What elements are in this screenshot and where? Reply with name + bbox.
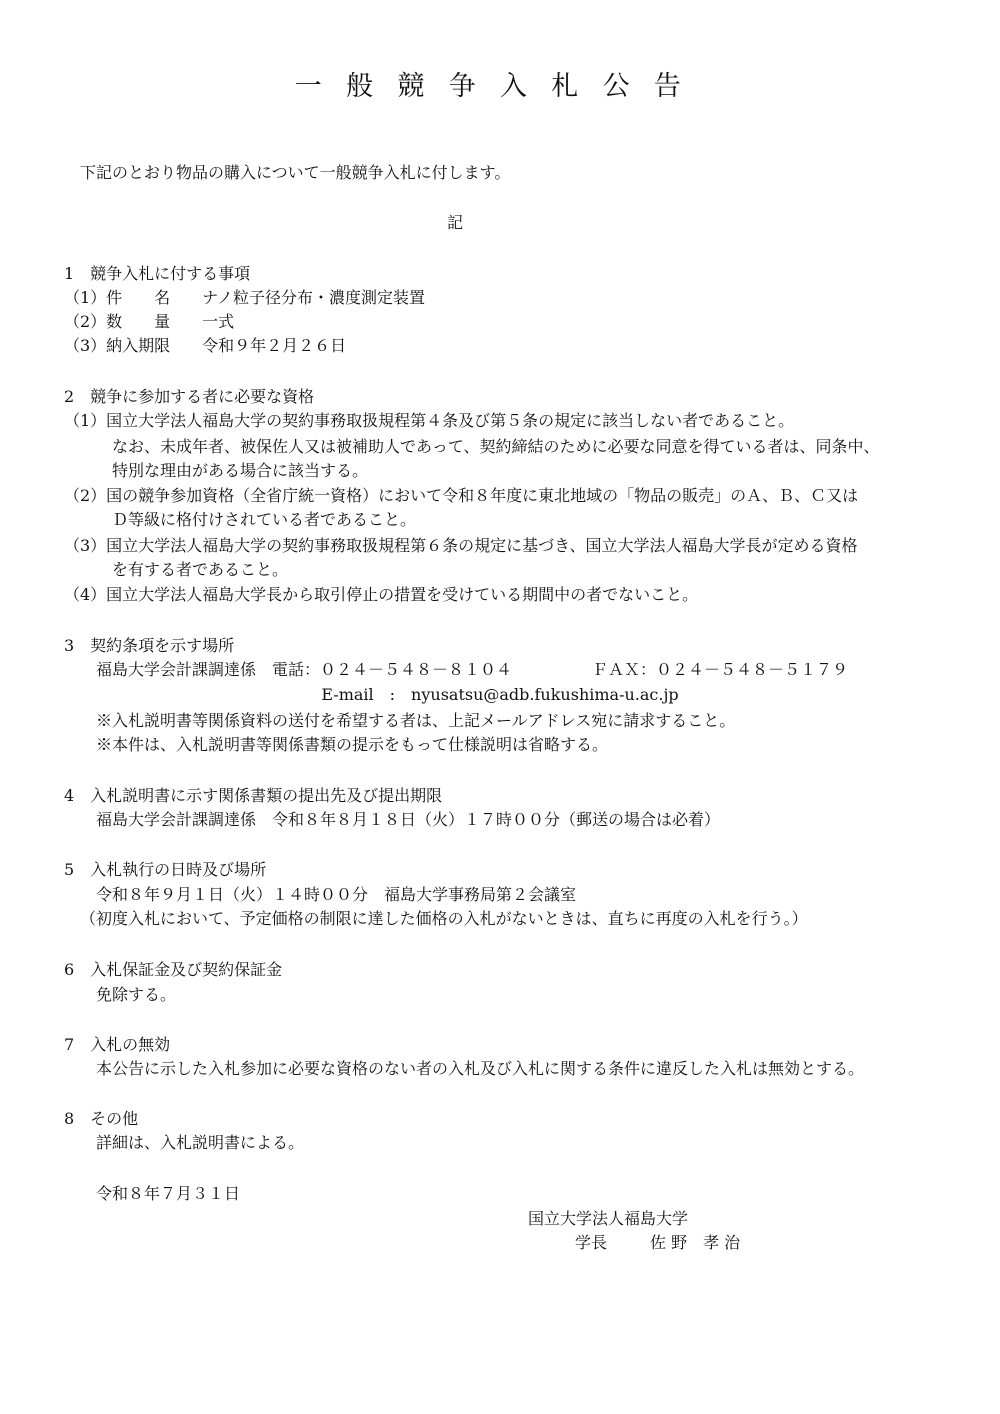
section-3-note-1: ※入札説明書等関係資料の送付を希望する者は、上記メールアドレス宛に請求すること。 [96,711,736,730]
section-4-line: 福島大学会計課調達係 令和８年８月１８日（火）１７時００分（郵送の場合は必着） [96,810,721,829]
section-6-heading: 6 入札保証金及び契約保証金 [64,960,283,979]
intro-text: 下記のとおり物品の購入について一般競争入札に付します。 [80,163,511,182]
section-8-line: 詳細は、入札説明書による。 [96,1133,305,1152]
section-1-item-3: （3）納入期限 令和９年２月２６日 [64,336,347,355]
section-2-item-3-line-2: を有する者であること。 [112,560,289,579]
ki-mark: 記 [446,213,463,232]
section-2-item-1-line-2: なお、未成年者、被保佐人又は被補助人であって、契約締結のために必要な同意を得ている者は、同条中、 [112,437,880,456]
section-7-heading: 7 入札の無効 [64,1035,171,1054]
section-7-line: 本公告に示した入札参加に必要な資格のない者の入札及び入札に関する条件に違反した入札は無効とする。 [96,1059,865,1078]
section-5-line-1: 令和８年９月１日（火）１４時００分 福島大学事務局第２会議室 [96,885,577,904]
section-2-item-1-line-1: （1）国立大学法人福島大学の契約事務取扱規程第４条及び第５条の規定に該当しない者であること。 [64,411,795,430]
section-3-heading: 3 契約条項を示す場所 [64,636,235,655]
section-5-heading: 5 入札執行の日時及び場所 [64,860,267,879]
section-2-item-2-line-2: Ｄ等級に格付けされている者であること。 [112,510,417,529]
section-2-heading: 2 競争に参加する者に必要な資格 [64,387,315,406]
issuer-president-name: 佐 野 孝 治 [650,1233,741,1252]
section-2-item-3-line-1: （3）国立大学法人福島大学の契約事務取扱規程第６条の規定に基づき、国立大学法人福島大学長が定める資格 [64,536,858,555]
contact-fax: ＦＡＸ：０２４－５４８－５１７９ [592,660,849,679]
issuer-organization: 国立大学法人福島大学 [528,1209,689,1228]
section-2-item-2-line-1: （2）国の競争参加資格（全省庁統一資格）において令和８年度に東北地域の「物品の販売」のＡ、Ｂ、Ｃ又は [64,486,859,505]
contact-email: E-mail : nyusatsu@adb.fukushima-u.ac.jp [321,685,679,704]
section-2-item-4-line-1: （4）国立大学法人福島大学長から取引停止の措置を受けている期間中の者でないこと。 [64,585,699,604]
section-2-item-1-line-3: 特別な理由がある場合に該当する。 [112,461,369,480]
notice-date: 令和８年７月３１日 [96,1184,241,1203]
section-1-heading: 1 競争入札に付する事項 [64,264,251,283]
section-5-line-2: （初度入札において、予定価格の制限に達した価格の入札がないときは、直ちに再度の入札を行う。） [80,909,808,928]
section-4-heading: 4 入札説明書に示す関係書類の提出先及び提出期限 [64,786,443,805]
section-3-note-2: ※本件は、入札説明書等関係書類の提示をもって仕様説明は省略する。 [96,735,609,754]
section-1-item-1: （1）件 名 ナノ粒子径分布・濃度測定装置 [64,288,426,307]
issuer-president-title: 学長 [575,1233,608,1252]
section-1-item-2: （2）数 量 一式 [64,312,235,331]
contact-office-phone: 福島大学会計課調達係 電話：０２４－５４８－８１０４ [96,660,513,679]
section-6-line: 免除する。 [96,985,177,1004]
notice-title: 一般競争入札公告 [294,71,706,102]
section-8-heading: 8 その他 [64,1109,139,1128]
